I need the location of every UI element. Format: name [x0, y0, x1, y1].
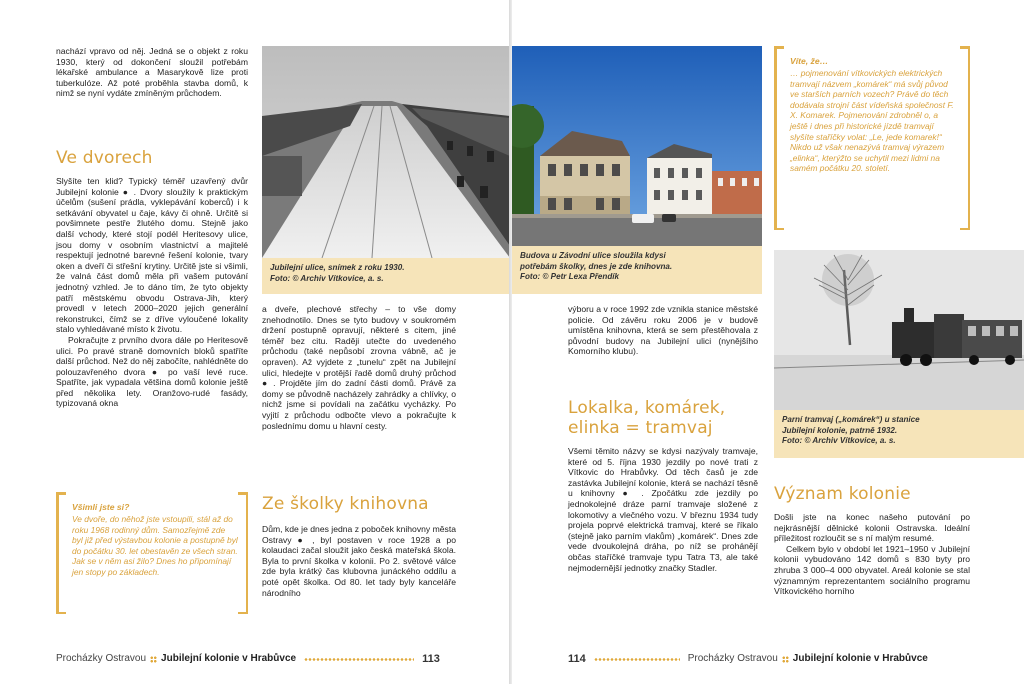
knihovna-paragraph: Dům, kde je dnes jedna z poboček knihovny města Ostravy ● , byl postaven v roce 1928 a po kolaudaci začal sloužit jako česká mateřská škola. Byla to první školka v kolonii. Po 2. světové válce zde byla krátký čas klubovna junáckého oddílu a poté opět školka. Od 80. let tady byly kanceláře národního [262, 524, 456, 598]
heading-ve-dvorech: Ve dvorech [56, 148, 153, 168]
left-column-2-body [262, 524, 456, 598]
page-number-right: 114 [568, 653, 586, 665]
intro-paragraph: nachází vpravo od něj. Jedná se o objekt z roku 1930, který od dokončení sloužil potřebám lékařské ambulance a Masarykově lize proti tuberkulóze. Až poté proběhla stavba domů, k nimž se nyní vydáte zmíněným průchodem. [56, 46, 248, 99]
photo1-caption: Jubilejní ulice, snímek z roku 1930. Foto: © Archiv Vítkovice, a. s. [262, 258, 510, 294]
vyznam-paragraph-1: Došli jste na konec našeho putování po nejkrásnější dělnické kolonii Ostravska. Ideální příležitost rozloučit se s ní malým resumé. [774, 512, 970, 544]
photo2-caption: Budova u Závodní ulice sloužila kdysi potřebám školky, dnes je zde knihovna. Foto: © Petr Lexa Přendík [512, 246, 762, 294]
photo-jubilejni-ulice-1930 [262, 46, 510, 258]
vyznam-paragraph-2: Celkem bylo v období let 1921–1950 v Jubilejní kolonii vybudováno 142 domů s 830 byty pro zhruba 3 000–4 000 obyvatel. Areál kolonie se stal významným reprezentantem sociálního programu Vítkovického horního [774, 543, 970, 597]
notice-box [56, 492, 248, 614]
tramvaje-paragraph: Všemi těmito názvy se kdysi nazývaly tramvaje, které od 5. října 1930 jezdily po nové trati z Vítkovic do Hrabůvky. Od těch časů je zde zastávka Jubilejní kolonie, která se nachází těsně u knihovny ● . Zpočátku zde jezdily po jednokolejné dráze parní tramvaje složené z lokomotivy a vlečného vozu. V březnu 1934 tudy projela poprvé elektrická tramvaj, které se říkalo (stejně jako parním vlakům) „komárek“. Dnes zde vede dvoukolejná dráha, po níž se prohánějí občas staříčké tramvaje typu Tatra T3, ale také nejmodernější jednotky značky Stadler. [568, 446, 758, 573]
steam-tram-photo-image [774, 250, 1024, 410]
did-you-know-title: Víte, že… [790, 56, 829, 66]
heading-lokalka: Lokalka, komárek, elinka = tramvaj [568, 398, 726, 438]
photo-library-building [512, 46, 762, 246]
library-photo-image [512, 46, 762, 246]
page-number-left: 113 [422, 653, 440, 665]
left-column-1-body [56, 176, 248, 409]
did-you-know-box [774, 46, 970, 230]
footer-dots-right [594, 657, 680, 662]
footer-title: Jubilejní kolonie v Hrabůvce [161, 653, 297, 664]
heading-vyznam-kolonie: Význam kolonie [774, 484, 911, 504]
right-column-2 [774, 512, 970, 597]
dvory-paragraph: Slyšíte ten klid? Typický téměř uzavřený dvůr Jubilejní kolonie ● . Dvory sloužily k praktickým účelům (sušení prádla, vyklepávání koberců) i k setkávání obyvatel u čaje, kávy či ohně. Určitě si povšimnete pestře žlutého domu. Stejně jako další vchody, které stojí podél Heritesovy ulice, jsou domy v osobním vlastnictví a majitelé respektují jednotné barevné řešení kolonie, tvary oken a dveří či střešní krytiny. Určitě jste si všimli, že valná část domů měla při vašem putování jednotný vzhled. Je to dáno tím, že tyto objekty patří městskému obvodu Ostrava-Jih, který provedl v letech 2000–2020 jejich generální rekonstrukci, čímž se z dříve vyloučené lokality stalo vyhledávané místo k životu. [56, 176, 248, 335]
right-column-1-body [568, 446, 758, 573]
footer-separator-icon-right [782, 656, 789, 663]
right-column-1 [568, 304, 758, 357]
notice-box-text: Ve dvoře, do něhož jste vstoupili, stál až do roku 1968 rodinný dům. Samozřejmě zde byl již před výstavbou kolonie a postupně byl do počátku 30. let obestavěn ze všech stran. Jak se v něm asi žilo? Dnes ho připomínají jen stopy po základech. [72, 514, 238, 577]
prochod-paragraph: a dveře, plechové střechy – to vše domy znehodnotilo. Dnes se tyto budovy v soukromém držení postupně opravují, některé s citem, jiné téměř bez citu. Raději utečte do uvedeného průchodu (také nepůsobí zrovna vábně, ač je opraven). Až vyjdete z „tunelu“ zpět na Jubilejní ulici, hledejte v protější řadě domů druhý průchod ● . Projděte jím do zadní části domů. Právě za domy se původně nacházely zahrádky a chlívky, o nichž jsme si povídali na začátku vycházky. Po vyjití z průchodu odbočte vlevo a pokračujte k poslednímu domu u hlavní cesty. [262, 304, 456, 431]
policie-paragraph: výboru a v roce 1992 zde vznikla stanice městské policie. Od závěru roku 2006 je v budově umístěna knihovna, která se sem přestěhovala z původní budovy na Jubilejní ulici (nynějšího Komorního klubu). [568, 304, 758, 357]
heading-ze-skolky-knihovna: Ze školky knihovna [262, 494, 429, 514]
street-photo-image [262, 46, 510, 258]
did-you-know-text: … pojmenování vítkovických elektrických tramvají názvem „komárek“ má svůj původ ve starších parních vozech? Právě do těch dodávala strojní část vídeňská společnost F. X. Komarek. Pojmenování zdrobněl o, a ještě i dnes při historické jízdě tramvají slyšíte staříčky volat: „Le, jede komarek!“ Nikdo už však nenazývá tramvaj výrazem „elinka“, kterýžto se uchytil mezi lidmi na samém počátku 20. století. [790, 68, 954, 174]
footer-separator-icon [150, 656, 157, 663]
footer-dots [304, 657, 414, 662]
photo-steam-tram [774, 250, 1024, 410]
left-page [0, 0, 510, 684]
footer-right [568, 652, 968, 666]
right-page [512, 0, 1024, 684]
photo3-caption: Parní tramvaj („komárek“) u stanice Jubilejní kolonie, patrně 1932. Foto: © Archiv Vítkovice, a. s. [774, 410, 1024, 458]
footer-left [56, 652, 456, 666]
footer-title-right: Jubilejní kolonie v Hrabůvce [792, 653, 928, 664]
continue-paragraph: Pokračujte z prvního dvora dále po Heritesově ulici. Po pravé straně domovních bloků spatříte další průchod. Než do něj zabočíte, nahlédněte do polouzavřeného dvora ● po vaší levé ruce. Spatříte, jak vypadala většina domů kolonie ještě před několika lety. Oranžovo-rudé fasády, typizovaná okna [56, 334, 248, 409]
left-column-1 [56, 46, 248, 99]
footer-series: Procházky Ostravou [56, 653, 147, 664]
left-column-2 [262, 304, 456, 431]
notice-box-title: Všimli jste si? [72, 502, 130, 512]
footer-series-right: Procházky Ostravou [687, 653, 778, 664]
